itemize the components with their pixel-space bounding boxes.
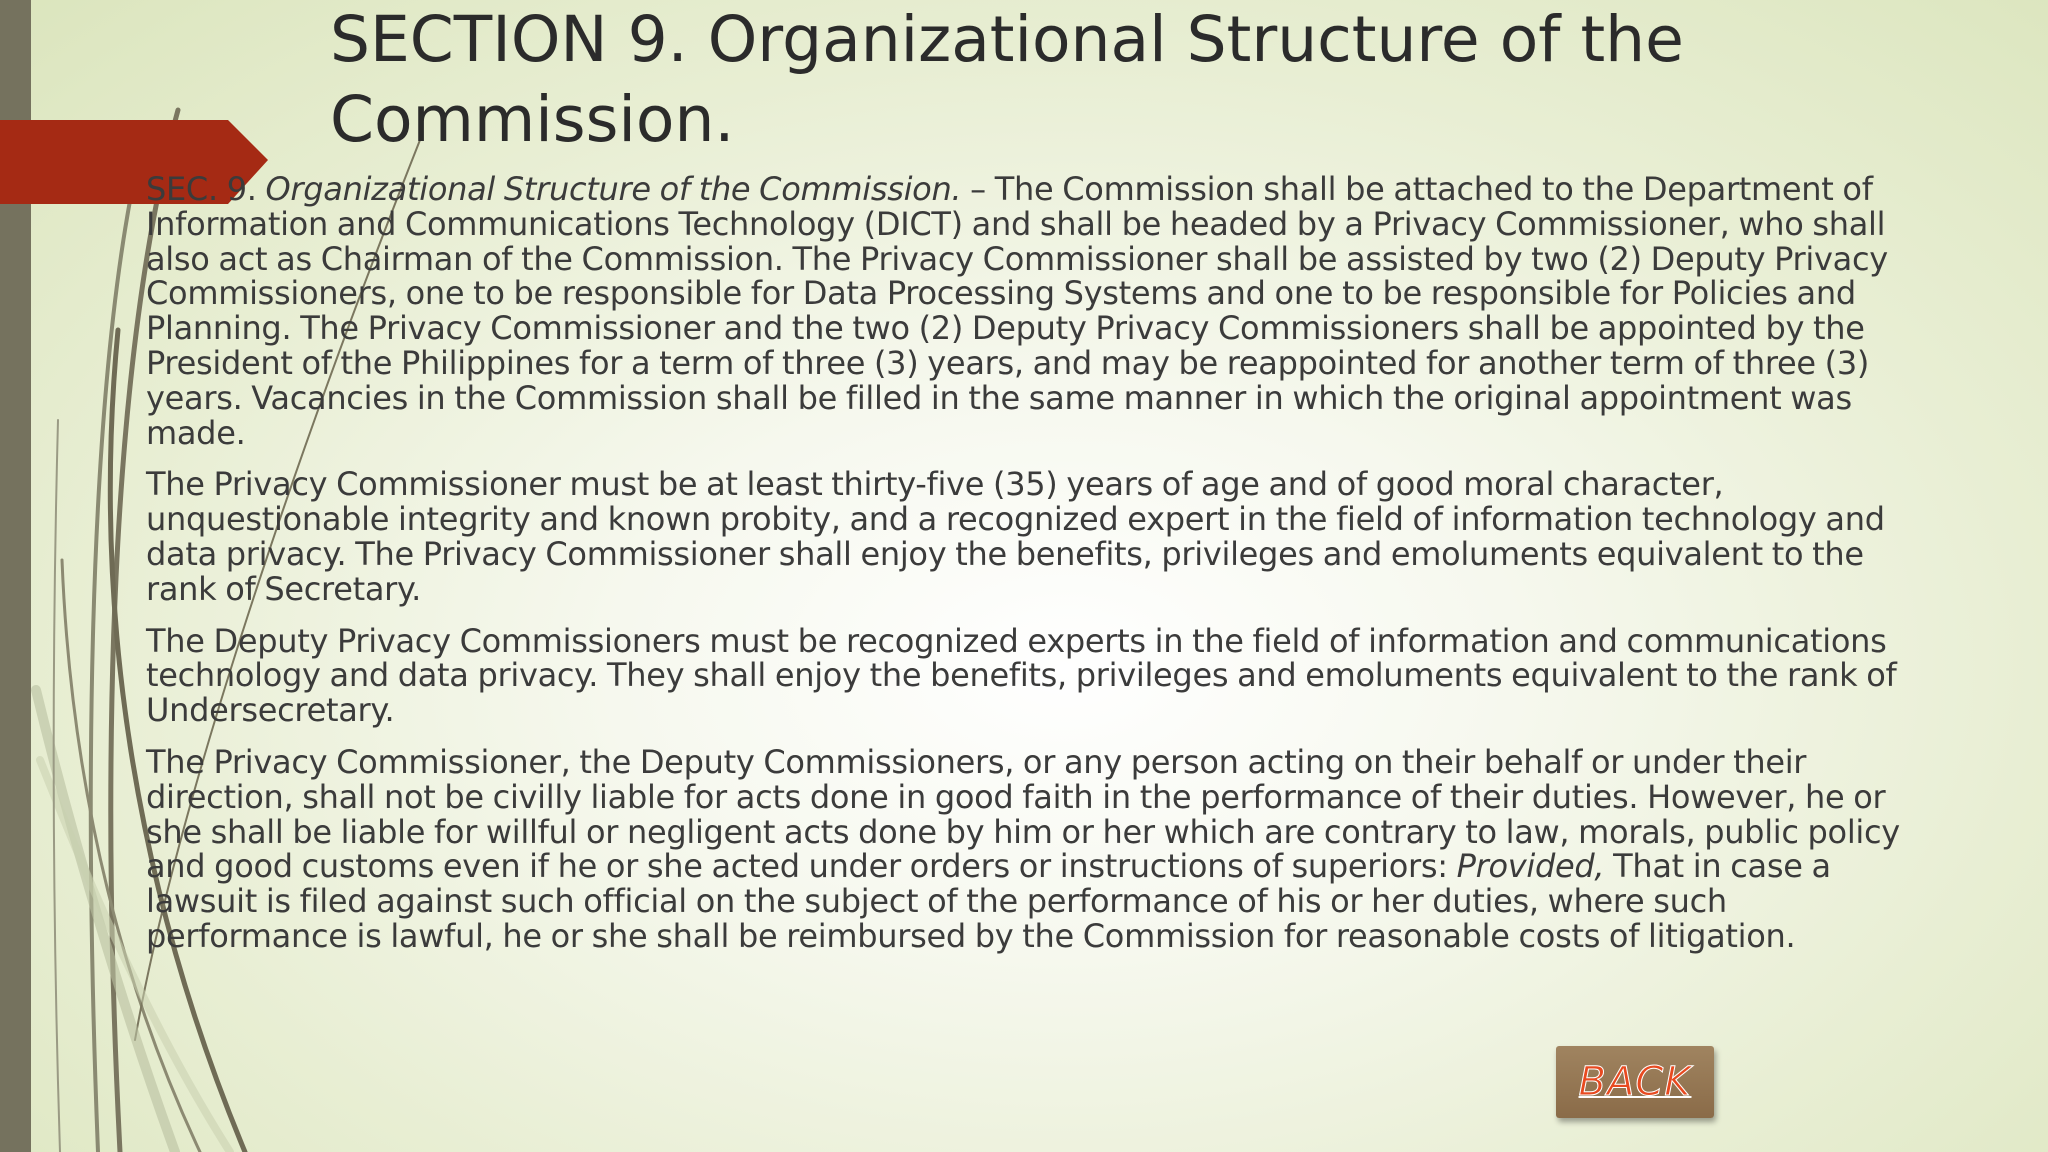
section-body bbox=[146, 172, 1906, 971]
paragraph-text: The Privacy Commissioner, the Deputy Commissioners, or any person acting on their behalf or under their direction, shall not be civilly liable for acts done in good faith in the performance of their duties. However, he or she shall be liable for willful or negligent acts done by him or her which are contrary to law, morals, public policy and good customs even if he or she acted under orders or instructions of superiors: bbox=[146, 742, 1900, 886]
slide-title: SECTION 9. Organizational Structure of the Commission. bbox=[330, 3, 1684, 156]
paragraph-commissioner-qualifications bbox=[146, 467, 1906, 606]
sec-number: SEC. 9. bbox=[146, 170, 266, 208]
paragraph-text: That in case a lawsuit is filed against such official on the subject of the performance of his or her duties, where such performance is lawful, he or she shall be reimbursed by the Commission for reasonable costs of litigation. bbox=[146, 847, 1831, 955]
paragraph-liability bbox=[146, 742, 1906, 955]
sec-heading-italic: Organizational Structure of the Commission. bbox=[265, 170, 962, 208]
paragraph-sec9 bbox=[146, 172, 1906, 450]
paragraph-text: The Privacy Commissioner must be at least thirty-five (35) years of age and of good moral character, unquestionable integrity and known probity, and a recognized expert in the field of information technology and data privacy. The Privacy Commissioner shall enjoy the benefits, privileges and emoluments equivalent to the rank of Secretary. bbox=[146, 465, 1885, 608]
paragraph-text: – The Commission shall be attached to the Department of Information and Communications Technology (DICT) and shall be headed by a Privacy Commissioner, who shall also act as Chairman of the Commission. The Privacy Commissioner shall be assisted by two (2) Deputy Privacy Commissioners, one to be responsible for Data Processing Systems and one to be responsible for Policies and Planning. The Privacy Commissioner and the two (2) Deputy Privacy Commissioners shall be appointed by the President of the Philippines for a term of three (3) years, and may be reappointed for another term of three (3) years. Vacancies in the Commission shall be filled in the same manner in which the original appointment was made. bbox=[146, 170, 1888, 452]
provided-italic: Provided, bbox=[1456, 847, 1605, 886]
paragraph-deputy-qualifications bbox=[146, 621, 1906, 730]
back-button-label: BACK bbox=[1578, 1059, 1692, 1105]
paragraph-text: The Deputy Privacy Commissioners must be recognized experts in the field of information and communications technology and data privacy. They shall enjoy the benefits, privileges and emoluments equivalent to the rank of Undersecretary. bbox=[146, 621, 1897, 730]
back-button[interactable] bbox=[1556, 1046, 1714, 1118]
